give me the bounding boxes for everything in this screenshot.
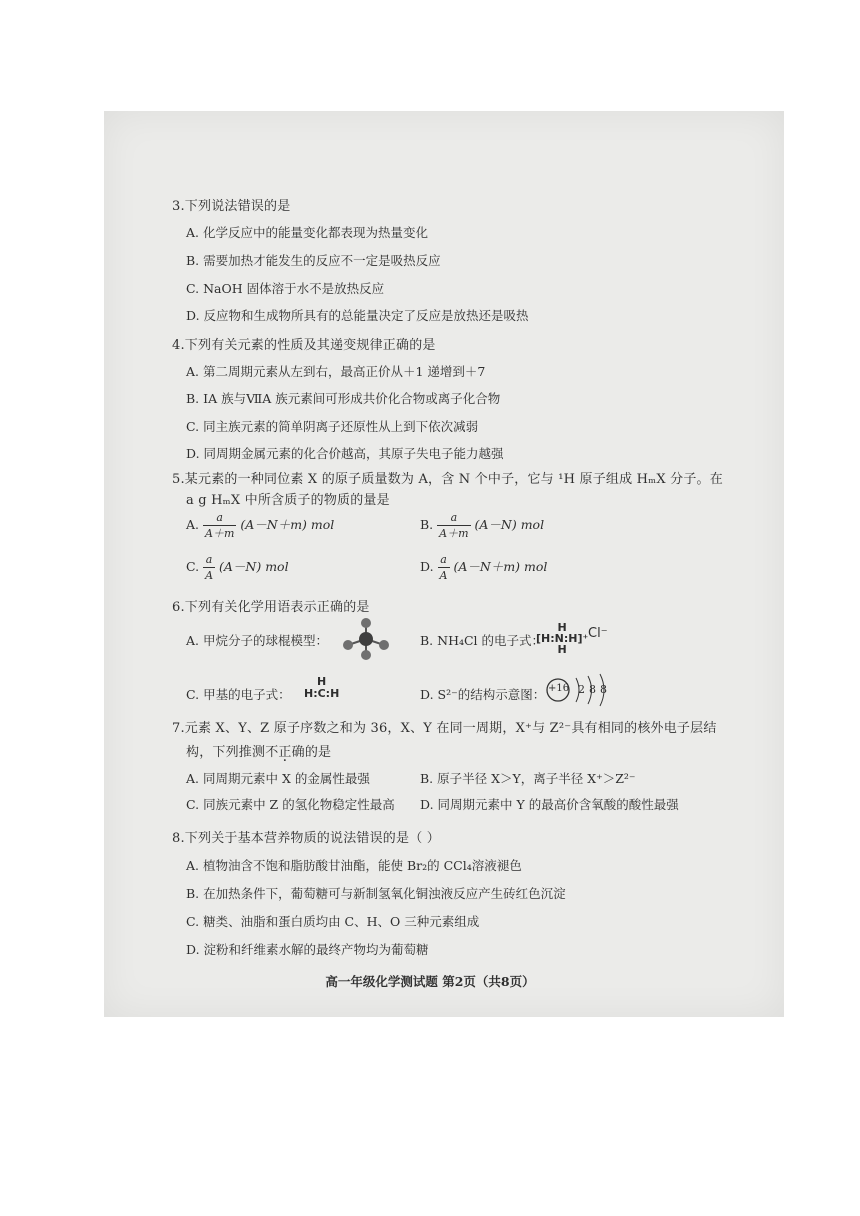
emphasis-text: 不正确 (265, 745, 305, 760)
expression: (A－N＋m) mol (453, 559, 548, 574)
question-5-stem-line2: a g HₘX 中所含质子的物质的量是 (186, 493, 390, 508)
nh4cl-electron-formula (536, 622, 588, 655)
question-5-stem-line1: 5.某元素的一种同位素 X 的原子质量数为 A，含 N 个中子，它与 ¹H 原子组成 HₘX 分子。在 (172, 472, 723, 487)
numerator: a (440, 553, 447, 566)
formula-top-h: H (317, 675, 327, 688)
question-4-stem: 4.下列有关元素的性质及其递变规律正确的是 (172, 338, 436, 353)
expression: (A－N) mol (474, 517, 545, 532)
question-6-stem: 6.下列有关化学用语表示正确的是 (172, 600, 370, 615)
question-8-option-c: C. 糖类、油脂和蛋白质均由 C、H、O 三种元素组成 (186, 914, 480, 929)
question-7-option-b: B. 原子半径 X＞Y，离子半径 X⁺＞Z²⁻ (420, 771, 636, 786)
question-5-option-d (420, 552, 547, 583)
option-label: A. (186, 517, 200, 532)
question-6-option-d: D. S²⁻的结构示意图： (420, 687, 546, 702)
nucleus-charge: +16 (548, 683, 570, 694)
fraction (438, 552, 450, 583)
question-3-option-a: A. 化学反应中的能量变化都表现为热量变化 (186, 225, 428, 240)
question-6-option-b: B. NH₄Cl 的电子式： (420, 633, 545, 648)
question-7-option-c: C. 同族元素中 Z 的氢化物稳定性最高 (186, 797, 395, 812)
formula-top-h: H (557, 621, 567, 634)
shell-3-count: 8 (600, 683, 607, 696)
expression: (A－N＋m) mol (240, 517, 335, 532)
question-5-option-c (186, 552, 289, 583)
denominator: A (205, 569, 214, 582)
question-6-option-c: C. 甲基的电子式： (186, 687, 291, 702)
question-5-option-a (186, 510, 334, 541)
page-footer: 高一年级化学测试题 第2页（共8页） (325, 974, 535, 989)
expression: (A－N) mol (219, 559, 289, 574)
numerator: a (205, 553, 213, 566)
methyl-electron-formula (304, 676, 339, 700)
question-7-stem-line1: 7.元素 X、Y、Z 原子序数之和为 36，X、Y 在同一周期，X⁺与 Z²⁻具有相同的核外电子层结 (172, 721, 717, 736)
question-8-option-d: D. 淀粉和纤维素水解的最终产物均为葡萄糖 (186, 942, 429, 957)
question-4-option-d: D. 同周期金属元素的化合价越高，其原子失电子能力越强 (186, 446, 504, 461)
question-4-option-c: C. 同主族元素的简单阴离子还原性从上到下依次减弱 (186, 419, 479, 434)
methane-ball-stick-model (340, 617, 392, 661)
question-4-option-b: B. ⅠA 族与ⅦA 族元素间可形成共价化合物或离子化合物 (186, 391, 501, 406)
question-7-option-a: A. 同周期元素中 X 的金属性最强 (186, 771, 370, 786)
question-5-option-b (420, 510, 544, 541)
shell-2-count: 8 (589, 683, 596, 696)
question-7-option-d: D. 同周期元素中 Y 的最高价含氧酸的酸性最强 (420, 797, 679, 812)
denominator: A＋m (439, 527, 469, 540)
question-3-option-c: C. NaOH 固体溶于水不是放热反应 (186, 281, 385, 296)
question-8-option-a: A. 植物油含不饱和脂肪酸甘油酯，能使 Br₂的 CCl₄溶液褪色 (186, 858, 522, 873)
formula-bottom-h: H (557, 643, 567, 656)
question-6-option-a: A. 甲烷分子的球棍模型： (186, 633, 328, 648)
fraction (203, 552, 215, 583)
option-label: B. (420, 517, 434, 532)
question-3-stem: 3.下列说法错误的是 (172, 199, 291, 214)
fraction (437, 510, 470, 541)
denominator: A (439, 569, 448, 582)
question-8-option-b: B. 在加热条件下，葡萄糖可与新制氢氧化铜浊液反应产生砖红色沉淀 (186, 886, 566, 901)
fraction (203, 510, 236, 541)
chloride-ion: Cl⁻ (588, 626, 608, 641)
shell-1-count: 2 (578, 683, 585, 696)
question-3-option-d: D. 反应物和生成物所具有的总能量决定了反应是放热还是吸热 (186, 308, 529, 323)
numerator: a (216, 511, 223, 524)
numerator: a (450, 511, 458, 524)
question-3-option-b: B. 需要加热才能发生的反应不一定是吸热反应 (186, 253, 441, 268)
question-7-stem-line2 (186, 741, 331, 760)
formula-middle: H:C:H (304, 687, 340, 700)
denominator: A＋m (205, 527, 235, 540)
stem-text: 构，下列推测 (186, 745, 266, 760)
question-4-option-a: A. 第二周期元素从左到右，最高正价从＋1 递增到＋7 (186, 364, 486, 379)
question-8-stem: 8.下列关于基本营养物质的说法错误的是（ ） (172, 831, 440, 846)
option-label: C. (186, 559, 200, 574)
option-label: D. (420, 559, 434, 574)
formula-middle: [H:N:H]⁺ (536, 632, 589, 645)
stem-text: 的是 (304, 745, 332, 760)
